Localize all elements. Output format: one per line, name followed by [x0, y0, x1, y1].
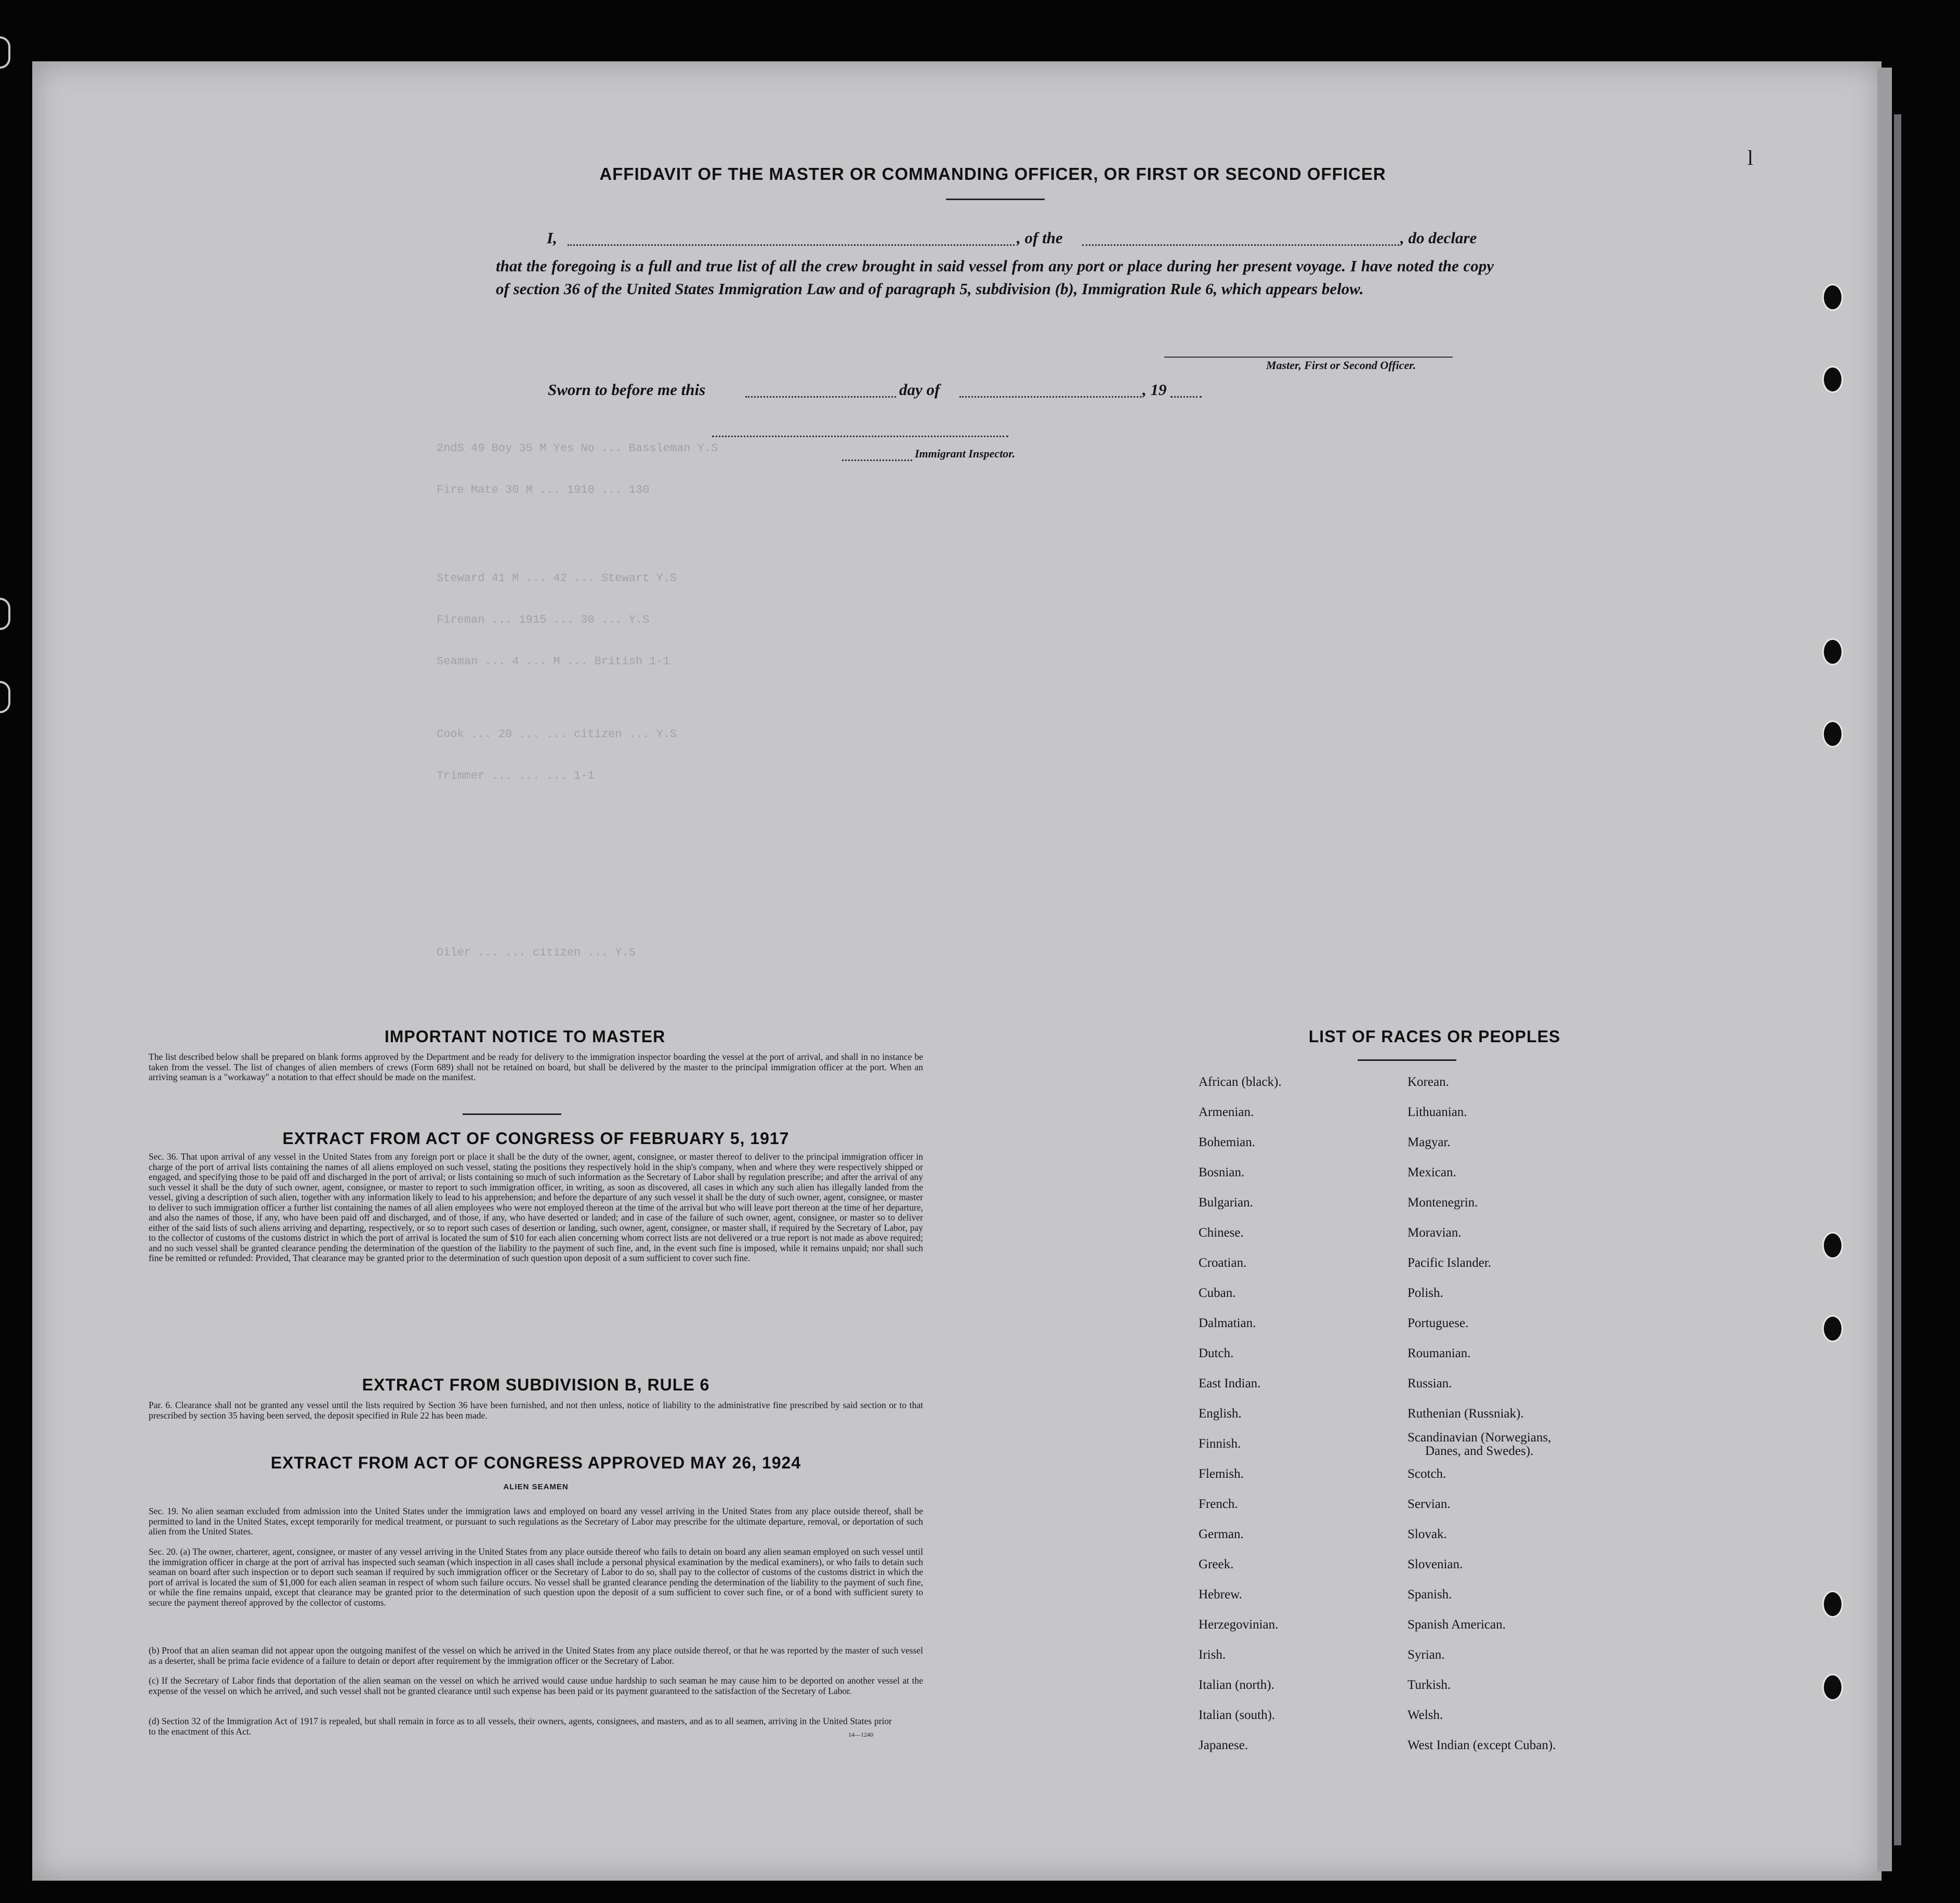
binder-hole: [1822, 1591, 1843, 1618]
bleed-through-text: Steward 41 M ... 42 ... Stewart Y.S: [437, 572, 677, 585]
race-item: Ruthenian (Russniak).: [1407, 1407, 1524, 1421]
race-item: Montenegrin.: [1407, 1196, 1478, 1210]
race-item: Finnish.: [1199, 1437, 1241, 1451]
document-page: [32, 61, 1882, 1881]
races-heading: LIST OF RACES OR PEOPLES: [1308, 1027, 1561, 1046]
race-item: Bosnian.: [1199, 1165, 1245, 1179]
binder-hole: [1822, 284, 1843, 311]
race-item: Roumanian.: [1407, 1346, 1471, 1360]
race-item: Hebrew.: [1199, 1587, 1242, 1602]
race-item: German.: [1199, 1527, 1244, 1541]
race-item: Magyar.: [1407, 1135, 1451, 1149]
inspector-caption: Immigrant Inspector.: [915, 447, 1016, 460]
binder-hole: [1822, 366, 1843, 393]
race-item: Chinese.: [1199, 1226, 1244, 1240]
affidavit-paragraph: that the foregoing is a full and true list of all the crew brought in said vessel from any port or place during her present voyage. I have noted the copy of section 36 of the United States Immigration Law and of paragraph 5, subdivision (b), Immigration Rule 6, which appears below.: [496, 257, 1494, 298]
bleed-through-text: Trimmer ... ... ... 1-1: [437, 769, 595, 782]
race-item: Herzegovinian.: [1199, 1618, 1279, 1632]
race-item: East Indian.: [1199, 1376, 1261, 1390]
sworn-text: Sworn to before me this: [548, 380, 706, 399]
notice-body: The list described below shall be prepared on blank forms approved by the Department and be ready for delivery to the immigration inspector boarding the vessel at the port of arrival, and shall in no instance be taken from the vessel. The list of changes of alien members of crews (Form 689) shall not be retained on board, but shall be delivered by the master to the principal immigration officer at the port. When an arriving seaman is a "workaway" a notation to that effect should be made on the manifest.: [149, 1052, 923, 1082]
race-item: Mexican.: [1407, 1165, 1456, 1179]
race-item: Bohemian.: [1199, 1135, 1256, 1149]
bleed-through-text: 2ndS 49 Boy 35 M Yes No ... Bassleman Y.S: [437, 442, 718, 455]
inspector-signature-line[interactable]: [712, 436, 1008, 437]
race-item: English.: [1199, 1407, 1242, 1421]
year-text: , 19: [1142, 380, 1167, 399]
divider: [946, 199, 1045, 200]
binder-hole: [1822, 638, 1843, 665]
subdivision-b-heading: EXTRACT FROM SUBDIVISION B, RULE 6: [362, 1375, 710, 1394]
inspector-prefix-line: [842, 460, 912, 461]
race-item: Korean.: [1407, 1075, 1449, 1089]
binder-hole: [1822, 720, 1843, 747]
extract-1924-sec20c: (c) If the Secretary of Labor finds that deportation of the alien seaman on the vessel on which he arrived would cause undue hardship to such seaman he may cause him to be deported on another vessel at the expense of the vessel on which he arrived, and such vessel shall not be granted clearance until such expense has been paid or its payment guaranteed to the satisfaction of the Secretary of Labor.: [149, 1675, 923, 1696]
race-item: Moravian.: [1407, 1226, 1462, 1240]
race-item: Italian (north).: [1199, 1678, 1274, 1692]
race-item: Welsh.: [1407, 1708, 1443, 1722]
bleed-through-text: Seaman ... 4 ... M ... British 1-1: [437, 655, 670, 668]
sworn-month-blank[interactable]: [959, 396, 1141, 398]
race-item: Polish.: [1407, 1286, 1443, 1300]
race-item: Bulgarian.: [1199, 1196, 1253, 1210]
affidavit-title: AFFIDAVIT OF THE MASTER OR COMMANDING OFFICER, OR FIRST OR SECOND OFFICER: [599, 164, 1386, 183]
year-blank[interactable]: [1170, 396, 1202, 398]
race-item: Japanese.: [1199, 1738, 1248, 1752]
declaration-i: I,: [547, 229, 557, 247]
extract-1917-heading: EXTRACT FROM ACT OF CONGRESS OF FEBRUARY 5, 1917: [282, 1129, 790, 1148]
page-edge-shadow: [1894, 114, 1901, 1845]
bleed-through-text: Fireman ... 1915 ... 30 ... Y.S: [437, 613, 650, 626]
extract-1917-body: Sec. 36. That upon arrival of any vessel in the United States from any foreign port or place it shall be the duty of the owner, agent, consignee, or master thereof to deliver to the principal immigration officer in charge of the port of arrival lists containing the names of all aliens employed on such vessel, stating the positions they respectively hold in the ship's company, when and where they were respectively shipped or engaged, and specifying those to be paid off and discharged in the port of arrival; or lists containing so much of such information as the Secretary of Labor shall by regulation prescribe; and after the arrival of any such vessel it shall be the duty of such owner, agent, consignee, or master to report to such immigration officer, in writing, as soon as discovered, all cases in which any such alien has illegally landed from the vessel, giving a description of such alien, together with any information likely to lead to his apprehension; and before the departure of any such vessel it shall be the duty of such owner, agent, consignee, or master to deliver to such immigration officer a further list containing the names of all alien employees who were not employed thereon at the time of the arrival but who will leave port thereon at the time of her departure, and also the names of those, if any, who have been paid off and discharged, and of those, if any, who have deserted or landed; and in case of the failure of such owner, agent, consignee, or master so to deliver either of the said lists of such aliens arriving and departing, respectively, or so to report such cases of desertion or landing, such owner, agent, consignee, or master shall, if required by the Secretary of Labor, pay to the collector of customs of the customs district in which the port of arrival is located the sum of $10 for each alien concerning whom correct lists are not delivered or a true report is not made as above required; and no such vessel shall be granted clearance pending the determination of the question of the liability to the payment of such fine, and, in the event such fine is imposed, while it remains unpaid; nor shall such fine be remitted or refunded: Provided, That clearance may be granted prior to the determination of such question upon deposit of a sum sufficient to cover such fine.: [149, 1151, 923, 1263]
race-item: Slovenian.: [1407, 1557, 1463, 1571]
bleed-through-text: Fire Mate 30 M ... 1910 ... 130: [437, 483, 650, 496]
race-item: Lithuanian.: [1407, 1105, 1467, 1119]
subdivision-b-body: Par. 6. Clearance shall not be granted any vessel until the lists required by Section 36 have been furnished, and not then unless, notice of liability to the administrative fine prescribed by said section or to that prescribed by section 35 having been served, the deposit specified in Rule 22 has been made.: [149, 1400, 923, 1421]
declaration-of-the: , of the: [1017, 229, 1063, 247]
extract-1924-sec20a: Sec. 20. (a) The owner, charterer, agent, consignee, or master of any vessel arriving in the United States from any place outside thereof who fails to detain on board any alien seaman employed on such vessel until the immigration officer in charge at the port of arrival has inspected such seaman (which inspection in all cases shall include a personal physical examination by the medical examiners), or who fails to detain such seaman on board after such inspection or to deport such seaman if required by such immigration officer or the Secretary of Labor to do so, shall pay to the collector of customs of the customs district in which the port of arrival is located the sum of $1,000 for each alien seaman in respect of whom such failure occurs. No vessel shall be granted clearance pending the determination of the liability to the payment of such fine, or while the fine remains unpaid, except that clearance may be granted prior to the determination of such question upon the deposit of a sum sufficient to cover such fine, or of a bond with sufficient surety to secure the payment thereof approved by the collector of customs.: [149, 1546, 923, 1608]
race-item: Cuban.: [1199, 1286, 1236, 1300]
race-item: Servian.: [1407, 1497, 1451, 1511]
race-item: French.: [1199, 1497, 1238, 1511]
master-caption: Master, First or Second Officer.: [1266, 359, 1416, 372]
day-of-text: day of: [899, 380, 940, 399]
race-item: African (black).: [1199, 1075, 1282, 1089]
form-number: 14—1240: [848, 1731, 873, 1738]
race-item: Russian.: [1407, 1376, 1452, 1390]
binder-clip: [0, 598, 10, 630]
page-edge: [1877, 68, 1892, 1871]
binder-hole: [1822, 1674, 1843, 1701]
vessel-blank[interactable]: [1082, 244, 1399, 246]
race-item: Spanish American.: [1407, 1618, 1506, 1632]
extract-1924-sec20b: (b) Proof that an alien seaman did not appear upon the outgoing manifest of the vessel on which he arrived in the United States from any place outside thereof, or that he was reported by the master of such vessel as a deserter, shall be prima facie evidence of a failure to detain or deport after requirement by the immigration officer or the Secretary of Labor.: [149, 1645, 923, 1666]
binder-hole: [1822, 1232, 1843, 1259]
alien-seamen-subheading: ALIEN SEAMEN: [503, 1482, 569, 1491]
race-item: Croatian.: [1199, 1256, 1247, 1270]
race-item: Spanish.: [1407, 1587, 1452, 1602]
divider: [1358, 1059, 1456, 1061]
race-item: West Indian (except Cuban).: [1407, 1738, 1556, 1752]
binder-clip: [0, 36, 10, 69]
race-item: Slovak.: [1407, 1527, 1447, 1541]
race-item-continuation: Danes, and Swedes).: [1425, 1444, 1534, 1458]
extract-1924-sec19: Sec. 19. No alien seaman excluded from admission into the United States under the immigration laws and employed on board any vessel arriving in the United States from any place outside thereof, shall be permitted to land in the United States, except temporarily for medical treatment, or pursuant to such regulations as the Secretary of Labor may prescribe for the ultimate departure, removal, or deportation of such alien from the United States.: [149, 1506, 923, 1537]
race-item: Dalmatian.: [1199, 1316, 1256, 1330]
race-item: Italian (south).: [1199, 1708, 1275, 1722]
corner-mark: l: [1747, 146, 1754, 169]
race-item: Flemish.: [1199, 1467, 1244, 1481]
sworn-day-blank[interactable]: [745, 396, 896, 398]
race-item: Portuguese.: [1407, 1316, 1469, 1330]
notice-heading: IMPORTANT NOTICE TO MASTER: [384, 1027, 666, 1046]
race-item: Greek.: [1199, 1557, 1234, 1571]
binder-hole: [1822, 1315, 1843, 1342]
declaration-declare: , do declare: [1400, 229, 1477, 247]
race-item: Armenian.: [1199, 1105, 1254, 1119]
race-item: Scotch.: [1407, 1467, 1446, 1481]
race-item: Pacific Islander.: [1407, 1256, 1492, 1270]
master-signature-line[interactable]: [1164, 357, 1453, 358]
extract-1924-heading: EXTRACT FROM ACT OF CONGRESS APPROVED MAY 26, 1924: [270, 1453, 801, 1472]
bleed-through-text: Cook ... 20 ... ... citizen ... Y.S: [437, 728, 677, 741]
bleed-through-text: Oiler ... ... citizen ... Y.S: [437, 946, 636, 959]
binder-clip: [0, 681, 10, 713]
divider: [463, 1113, 561, 1115]
name-blank[interactable]: [568, 244, 1015, 246]
race-item: Turkish.: [1407, 1678, 1451, 1692]
race-item: Scandinavian (Norwegians,: [1407, 1430, 1551, 1445]
race-item: Irish.: [1199, 1648, 1226, 1662]
race-item: Syrian.: [1407, 1648, 1445, 1662]
race-item: Dutch.: [1199, 1346, 1234, 1360]
extract-1924-sec20d: (d) Section 32 of the Immigration Act of 1917 is repealed, but shall remain in force as to all vessels, their owners, agents, consignees, and masters, and as to all seamen, arriving in the United States prior to the enactment of this Act.: [149, 1716, 892, 1737]
